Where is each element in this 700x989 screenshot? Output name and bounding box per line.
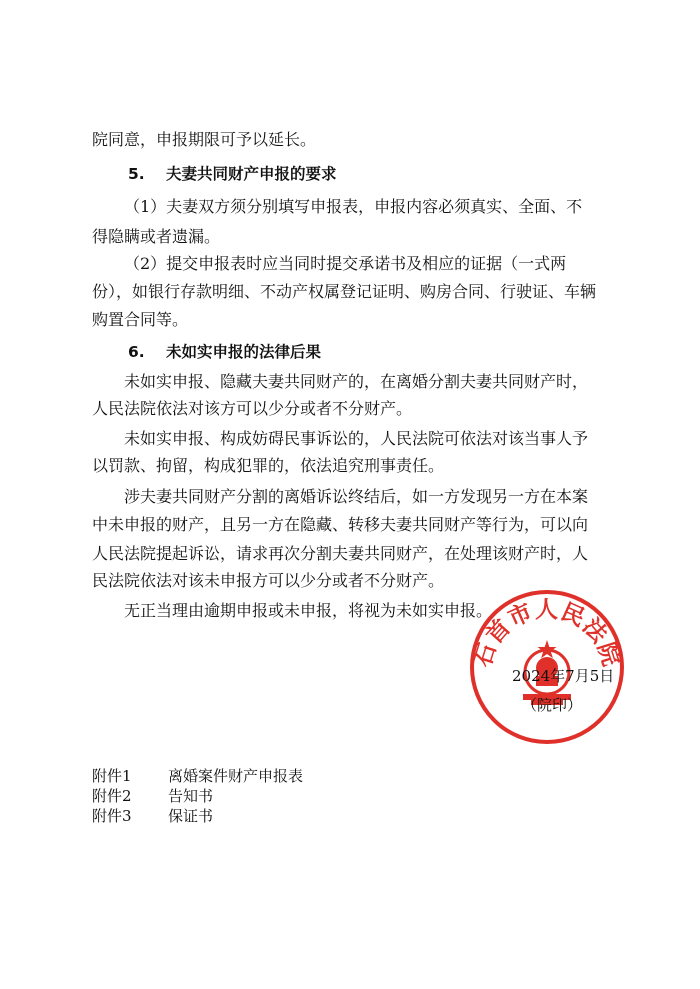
- court-mark: （院印）: [522, 696, 583, 714]
- paragraph-line: （2）提交申报表时应当同时提交承诺书及相应的证据（一式两: [124, 254, 567, 273]
- seal-text: 石首市人民法院: [468, 596, 626, 671]
- attachment-value: 离婚案件财产申报表: [168, 767, 304, 785]
- section-title: 未如实申报的法律后果: [166, 343, 322, 361]
- attachment-item: [92, 786, 213, 806]
- section-number: 5.: [128, 165, 145, 183]
- attachment-key: 附件2: [92, 787, 132, 805]
- paragraph-line: 人民法院提起诉讼，请求再次分割夫妻共同财产，在处理该财产时，人: [92, 544, 589, 563]
- paragraph-line: 未如实申报、构成妨碍民事诉讼的，人民法院可依法对该当事人予: [124, 429, 589, 448]
- section-heading-5: [128, 163, 337, 185]
- section-number: 6.: [128, 343, 145, 361]
- attachment-key: 附件1: [92, 767, 132, 785]
- paragraph-line: 民法院依法对该未申报方可以少分或者不分财产。: [92, 571, 445, 590]
- section-heading-6: [128, 341, 321, 363]
- section-title: 夫妻共同财产申报的要求: [166, 165, 337, 183]
- attachment-value: 保证书: [168, 807, 214, 825]
- date-line: 2024年7月5日: [512, 667, 615, 685]
- attachment-key: 附件3: [92, 807, 132, 825]
- paragraph-line: 涉夫妻共同财产分割的离婚诉讼终结后，如一方发现另一方在本案: [124, 487, 589, 506]
- attachment-value: 告知书: [168, 787, 214, 805]
- attachment-item: [92, 806, 213, 826]
- paragraph-line: （1）夫妻双方须分别填写申报表，申报内容必须真实、全面、不: [124, 197, 583, 216]
- paragraph-line: 中未申报的财产，且另一方在隐藏、转移夫妻共同财产等行为，可以向: [92, 515, 589, 534]
- attachment-item: [92, 766, 303, 786]
- paragraph-line: 份），如银行存款明细、不动产权属登记证明、购房合同、行驶证、车辆: [92, 282, 597, 301]
- paragraph-line: 购置合同等。: [92, 310, 189, 329]
- paragraph-line: 得隐瞒或者遗漏。: [92, 227, 221, 246]
- paragraph-line: 院同意，申报期限可予以延长。: [92, 130, 317, 149]
- paragraph-line: 未如实申报、隐藏夫妻共同财产的，在离婚分割夫妻共同财产时，: [124, 372, 589, 391]
- paragraph-line: 以罚款、拘留，构成犯罪的，依法追究刑事责任。: [92, 456, 445, 475]
- paragraph-line: 无正当理由逾期申报或未申报，将视为未如实申报。: [124, 601, 493, 620]
- paragraph-line: 人民法院依法对该方可以少分或者不分财产。: [92, 399, 413, 418]
